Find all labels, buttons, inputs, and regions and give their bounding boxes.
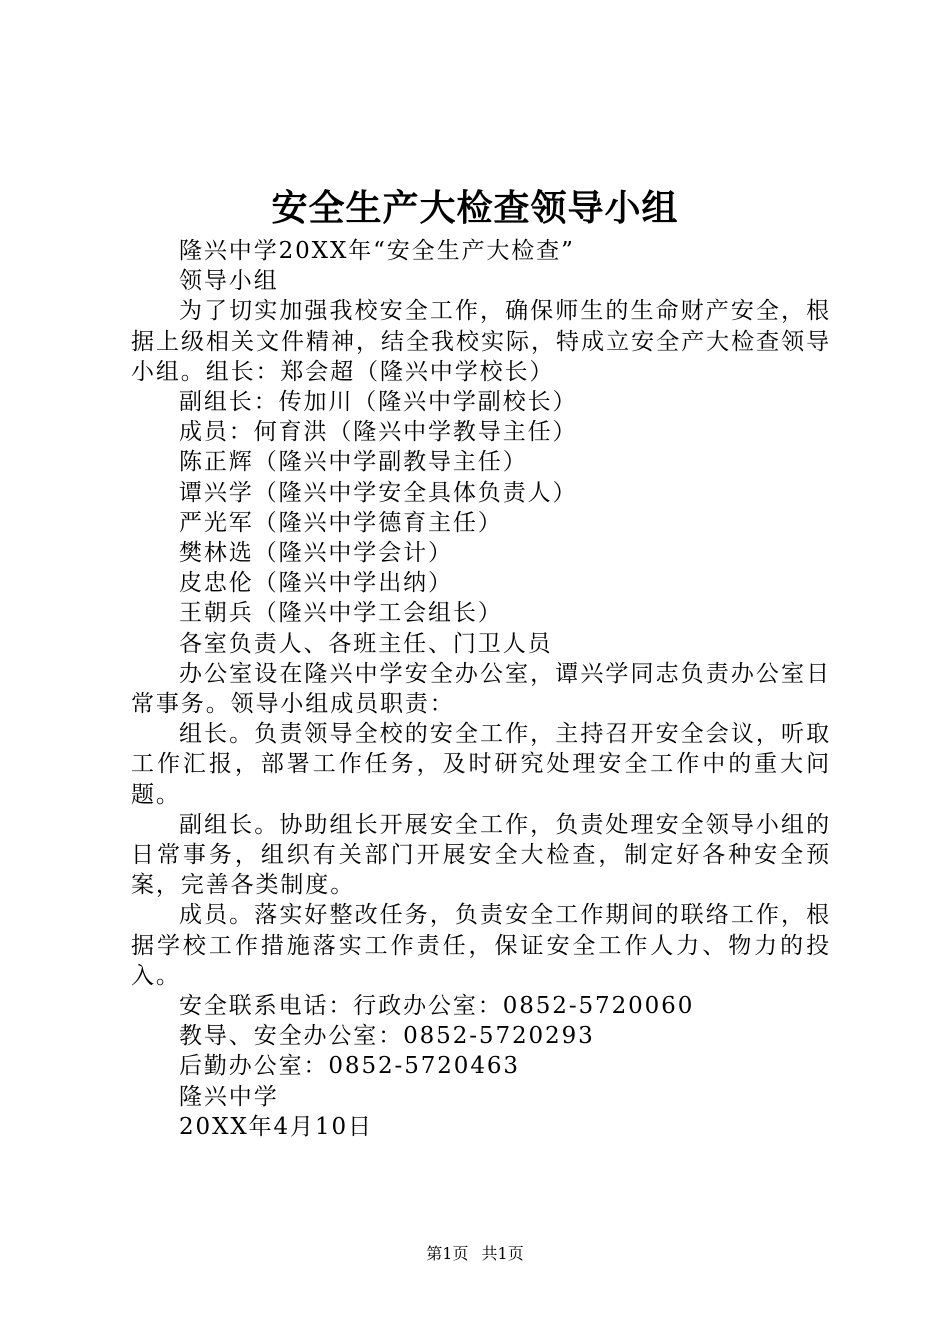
paragraph-member: 各室负责人、各班主任、门卫人员 [179, 630, 553, 657]
document-title: 安全生产大检查领导小组 [271, 187, 679, 229]
paragraph-member: 成员：何育洪（隆兴中学教导主任） [179, 419, 578, 446]
paragraph-member: 樊林选（隆兴中学会计） [179, 540, 453, 567]
paragraph-member: 谭兴学（隆兴中学安全具体负责人） [179, 479, 578, 506]
paragraph-member: 严光军（隆兴中学德育主任） [179, 509, 503, 536]
paragraph-intro: 为了切实加强我校安全工作，确保师生的生命财产安全，根据上级相关文件精神，结全我校实际，特成立安全产大检查领导小组。组长：郑会超（隆兴中学校长） [131, 298, 831, 385]
paragraph-member: 陈正辉（隆兴中学副教导主任） [179, 449, 528, 476]
paragraph-heading-line2: 领导小组 [179, 268, 279, 295]
paragraph-heading-line1: 隆兴中学20XX年“安全生产大检查” [179, 238, 575, 264]
paragraph-phone-admin: 安全联系电话：行政办公室：0852-5720060 [179, 993, 695, 1020]
paragraph-signature-date: 20XX年4月10日 [179, 1113, 373, 1140]
paragraph-duty-deputy: 副组长。协助组长开展安全工作，负责处理安全领导小组的日常事务，组织有关部门开展安全大检查，制定好各种安全预案，完善各类制度。 [131, 811, 831, 899]
page-footer [0, 1244, 950, 1264]
page-total: 共1页 [481, 1244, 524, 1263]
paragraph-member: 王朝兵（隆兴中学工会组长） [179, 600, 503, 627]
paragraph-phone-teaching: 教导、安全办公室：0852-5720293 [179, 1023, 595, 1050]
paragraph-duty-leader: 组长。负责领导全校的安全工作，主持召开安全会议，听取工作汇报，部署工作任务，及时研究处理安全工作中的重大问题。 [131, 721, 831, 808]
paragraph-signature-school: 隆兴中学 [179, 1083, 279, 1110]
paragraph-member: 皮忠伦（隆兴中学出纳） [179, 570, 453, 597]
paragraph-deputy-leader: 副组长：传加川（隆兴中学副校长） [179, 389, 578, 416]
paragraph-duty-member: 成员。落实好整改任务，负责安全工作期间的联络工作，根据学校工作措施落实工作责任，保证安全工作人力、物力的投入。 [131, 902, 831, 989]
paragraph-office: 办公室设在隆兴中学安全办公室，谭兴学同志负责办公室日常事务。领导小组成员职责： [131, 660, 831, 718]
paragraph-phone-logistics: 后勤办公室：0852-5720463 [179, 1053, 520, 1080]
page-number: 第1页 [426, 1244, 469, 1263]
document-body [131, 236, 831, 1142]
